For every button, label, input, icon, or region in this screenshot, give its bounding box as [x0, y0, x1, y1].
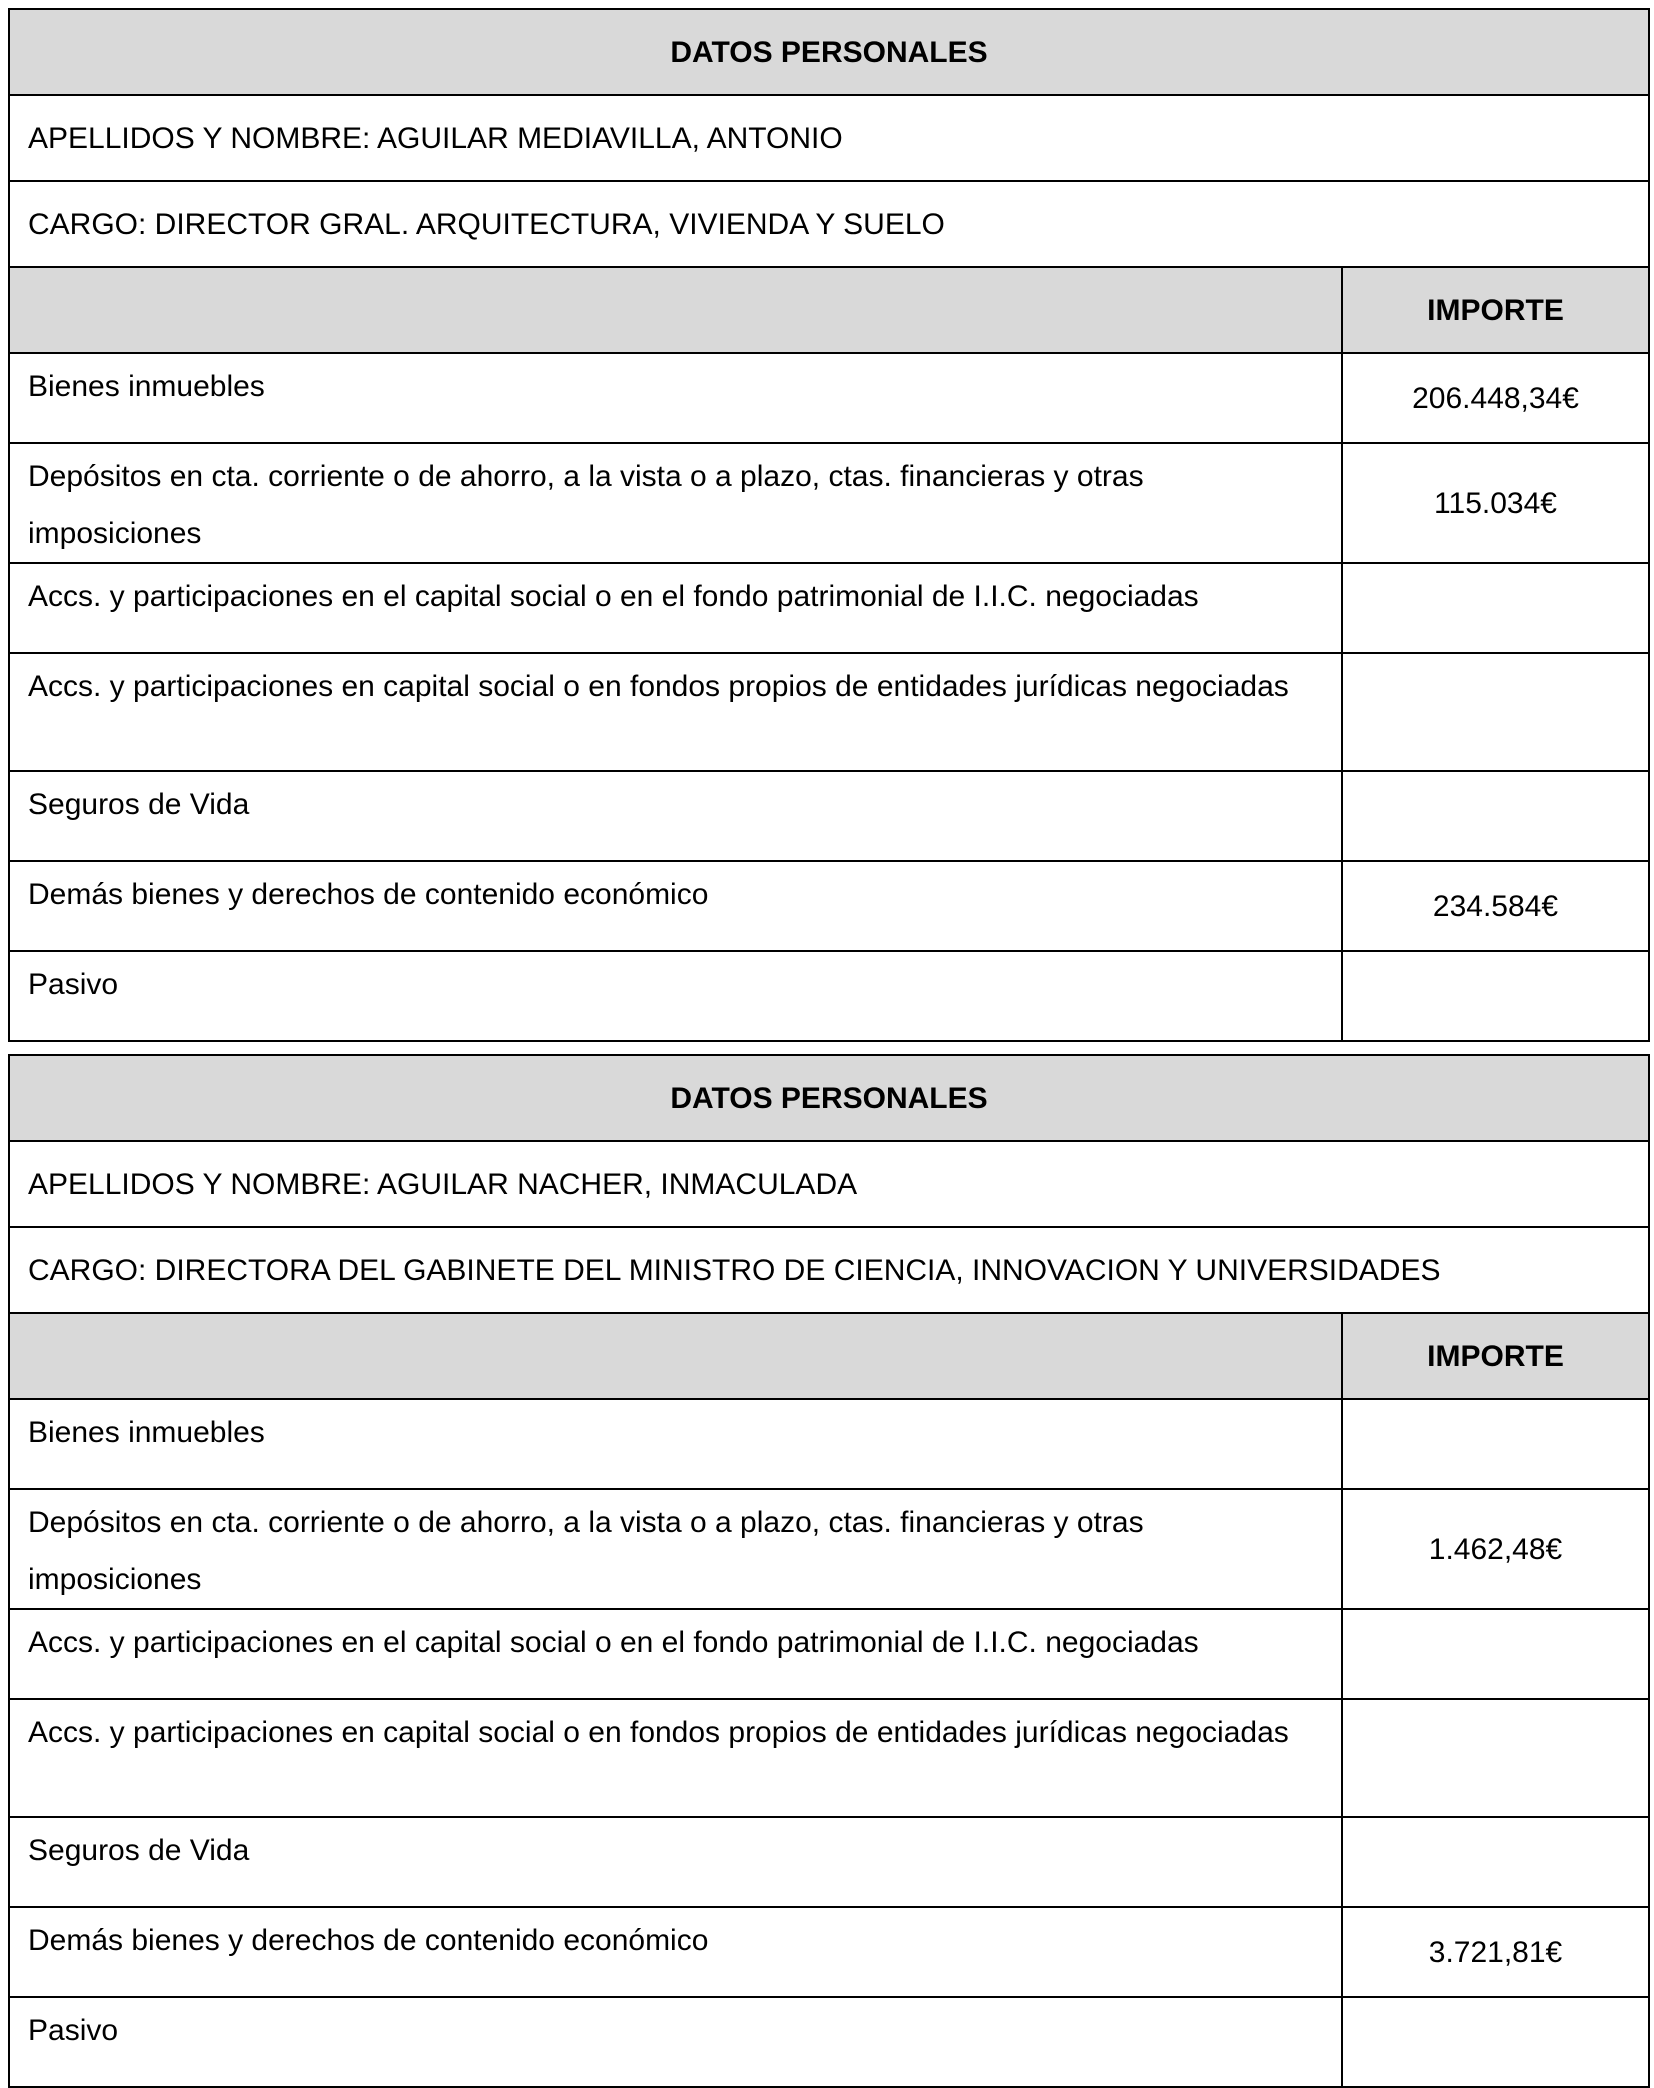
row-label: Pasivo: [9, 951, 1342, 1041]
row-amount: [1342, 563, 1649, 653]
table-row: [9, 1907, 1649, 1997]
row-label: Accs. y participaciones en el capital social o en el fondo patrimonial de I.I.C. negociadas: [9, 1609, 1342, 1699]
cargo-line: CARGO: DIRECTOR GRAL. ARQUITECTURA, VIVIENDA Y SUELO: [9, 181, 1649, 267]
row-label: Demás bienes y derechos de contenido económico: [9, 861, 1342, 951]
name-line: APELLIDOS Y NOMBRE: AGUILAR NACHER, INMACULADA: [9, 1141, 1649, 1227]
table-row: [9, 771, 1649, 861]
row-label: Bienes inmuebles: [9, 1399, 1342, 1489]
name-line: APELLIDOS Y NOMBRE: AGUILAR MEDIAVILLA, ANTONIO: [9, 95, 1649, 181]
row-amount: [1342, 1399, 1649, 1489]
table-row: [9, 1997, 1649, 2087]
row-label: Depósitos en cta. corriente o de ahorro, a la vista o a plazo, ctas. financieras y otras imposiciones: [9, 443, 1342, 563]
row-label: Accs. y participaciones en el capital social o en el fondo patrimonial de I.I.C. negociadas: [9, 563, 1342, 653]
table-row: [9, 563, 1649, 653]
table-row: [9, 653, 1649, 771]
table-row: [9, 951, 1649, 1041]
section-title: DATOS PERSONALES: [9, 9, 1649, 95]
table-row: [9, 1489, 1649, 1609]
table-row: [9, 861, 1649, 951]
cargo-line: CARGO: DIRECTORA DEL GABINETE DEL MINISTRO DE CIENCIA, INNOVACION Y UNIVERSIDADES: [9, 1227, 1649, 1313]
table-row: [9, 353, 1649, 443]
row-label: Demás bienes y derechos de contenido económico: [9, 1907, 1342, 1997]
row-label: Accs. y participaciones en capital social o en fondos propios de entidades jurídicas negociadas: [9, 1699, 1342, 1817]
section-title: DATOS PERSONALES: [9, 1055, 1649, 1141]
declaration-table-1: [8, 8, 1650, 1042]
label-header-cell: [9, 1313, 1342, 1399]
row-amount: [1342, 1609, 1649, 1699]
table-row: [9, 443, 1649, 563]
row-label: Accs. y participaciones en capital social o en fondos propios de entidades jurídicas negociadas: [9, 653, 1342, 771]
row-amount: 234.584€: [1342, 861, 1649, 951]
row-amount: [1342, 1997, 1649, 2087]
row-amount: [1342, 771, 1649, 861]
row-amount: [1342, 1817, 1649, 1907]
row-label: Depósitos en cta. corriente o de ahorro, a la vista o a plazo, ctas. financieras y otras imposiciones: [9, 1489, 1342, 1609]
table-row: [9, 1399, 1649, 1489]
declaration-table-2: [8, 1054, 1650, 2088]
amount-header: IMPORTE: [1342, 1313, 1649, 1399]
row-amount: 3.721,81€: [1342, 1907, 1649, 1997]
row-amount: 206.448,34€: [1342, 353, 1649, 443]
row-amount: [1342, 653, 1649, 771]
row-label: Seguros de Vida: [9, 771, 1342, 861]
amount-header: IMPORTE: [1342, 267, 1649, 353]
label-header-cell: [9, 267, 1342, 353]
row-amount: 1.462,48€: [1342, 1489, 1649, 1609]
table-row: [9, 1817, 1649, 1907]
table-row: [9, 1699, 1649, 1817]
row-label: Pasivo: [9, 1997, 1342, 2087]
row-amount: [1342, 951, 1649, 1041]
row-label: Seguros de Vida: [9, 1817, 1342, 1907]
row-label: Bienes inmuebles: [9, 353, 1342, 443]
row-amount: 115.034€: [1342, 443, 1649, 563]
table-row: [9, 1609, 1649, 1699]
row-amount: [1342, 1699, 1649, 1817]
